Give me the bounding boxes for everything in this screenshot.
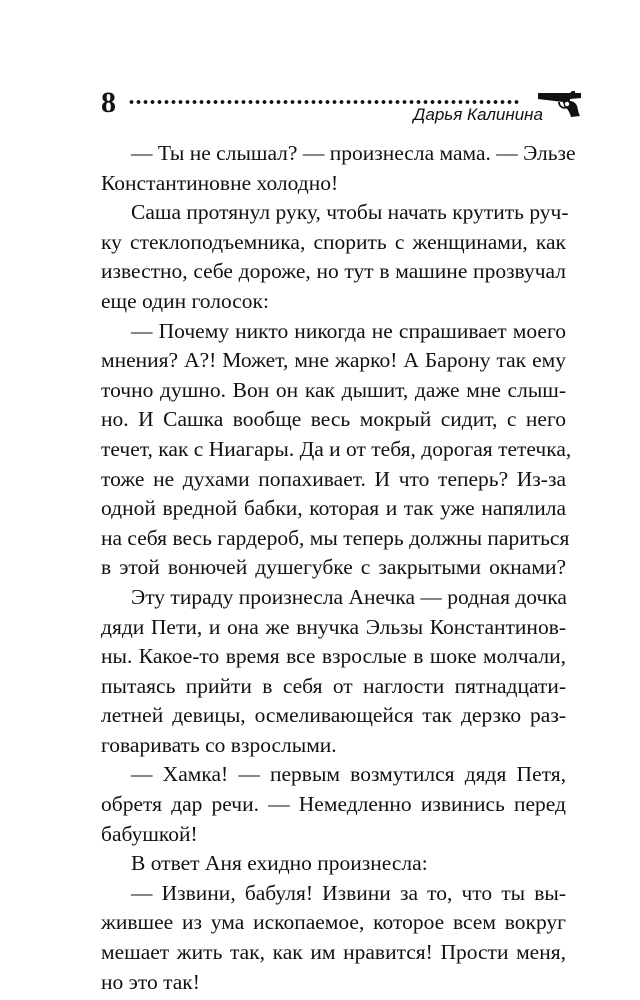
text-line: летней девицы, осмеливающейся так дерзко раз- [101,703,566,728]
text-line: но это так! [101,969,200,994]
text-line: еще один голосок: [101,288,269,313]
text-line: бабушкой! [101,821,198,846]
text-line: на себя весь гардероб, мы теперь должны париться [101,525,570,550]
revolver-icon [537,90,583,118]
text-line: — Почему никто никогда не спрашивает моего [131,318,566,343]
text-line: ны. Какое-то время все взрослые в шоке молчали, [101,644,566,669]
text-line: — Хамка! — первым возмутился дядя Петя, [131,762,566,787]
text-line: но. И Сашка вообще весь мокрый сидит, с него [101,407,566,432]
text-line: В ответ Аня ехидно произнесла: [131,851,428,876]
author-name: Дарья Калинина [413,105,543,124]
text-line: Эту тираду произнесла Анечка — родная дочка [131,584,567,609]
text-line: мешает жить так, как им нравится! Прости меня, [101,940,566,965]
text-line: одной вредной бабки, которая и так уже напялила [101,496,566,521]
text-line: — Извини, бабуля! Извини за то, что ты вы- [131,880,566,905]
page-number: 8 [101,86,116,119]
text-line: Саша протянул руку, чтобы начать крутить руч- [131,200,569,225]
text-line: тоже не духами попахивает. И что теперь? Из-за [101,466,566,491]
text-line: в этой вонючей душегубке с закрытыми окнами? [101,555,566,580]
running-header [101,86,583,122]
text-line: Константиновне холодно! [101,170,339,195]
text-line: пытаясь прийти в себя от наглости пятнадцати- [101,673,566,698]
body-text [101,139,576,997]
text-line: известно, себе дороже, но тут в машине прозвучал [101,259,566,284]
text-line: ку стеклоподъемника, спорить с женщинами, как [101,229,566,254]
text-line: точно душно. Вон он как дышит, даже мне слыш- [101,377,566,402]
text-line: дяди Пети, и она же внучка Эльзы Константинов- [101,614,566,639]
text-line: течет, как с Ниагары. Да и от тебя, дорогая тетечка, [101,436,572,461]
text-line: мнения? А?! Может, мне жарко! А Барону так ему [101,348,566,373]
text-line: говаривать со взрослыми. [101,732,337,757]
text-line: — Ты не слышал? — произнесла мама. — Эльзе [131,141,576,165]
text-line: жившее из ума ископаемое, которое всем вокруг [101,910,566,935]
text-line: обретя дар речи. — Немедленно извинись перед [101,792,566,817]
